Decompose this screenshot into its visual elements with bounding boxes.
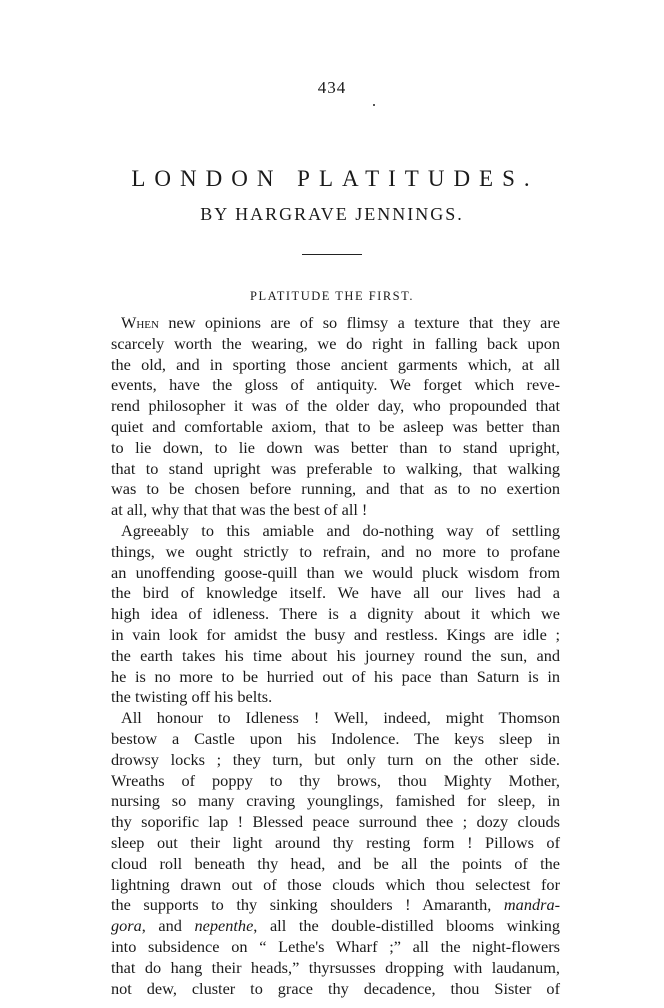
text-segment: into subsidence on “ Lethe's Wharf ;” all the night-flowers [111,936,560,956]
text-line [111,812,560,833]
text-segment: in vain look for amidst the busy and restless. Kings are idle ; [111,624,560,644]
text-line [111,937,560,958]
title-divider [302,254,362,255]
text-line [111,625,560,646]
text-segment: nepenthe [194,916,254,936]
text-segment: When [121,313,159,332]
text-segment: , all the double-distilled blooms winking [253,916,561,936]
text-line [111,667,560,688]
text-line [111,791,560,812]
text-segment: , and [141,916,195,936]
text-segment: gora [111,916,142,936]
text-segment: things, we ought strictly to refrain, and no more to profane [111,541,560,561]
text-segment: Wreaths of poppy to thy brows, thou Mighty Mother, [111,770,560,790]
text-segment: sleep out their light around thy resting form ! Pillows of [111,832,560,852]
page-number: 434 [317,78,347,97]
text-segment: rend philosopher it was of the older day, who propounded that [111,396,560,416]
text-line [111,396,560,417]
body-text [111,313,560,999]
text-line [111,500,560,521]
text-segment: cloud roll beneath thy head, and be all the points of the [111,853,560,873]
text-segment: not dew, cluster to grace thy decadence, thou Sister of [111,978,560,998]
text-line [111,375,560,396]
text-segment: he is no more to be hurried out of his pace than Saturn is in [111,666,560,686]
text-line [111,875,560,896]
text-line [111,459,560,480]
text-line [111,417,560,438]
text-line [111,687,560,708]
text-line [111,708,560,729]
text-line [111,895,560,916]
text-segment: the twisting off his belts. [111,687,273,707]
text-line [111,771,560,792]
text-line [111,313,560,334]
text-segment: new opinions are of so flimsy a texture that they are [158,313,560,332]
text-line [111,729,560,750]
text-line [111,958,560,979]
text-segment: All honour to Idleness ! Well, indeed, might Thomson [121,708,560,728]
text-line [111,521,560,542]
text-segment: drowsy locks ; they turn, but only turn on the other side. [111,749,560,769]
text-line [111,979,560,1000]
text-line [111,916,560,937]
text-line [111,542,560,563]
text-segment: lightning drawn out of those clouds which thou selectest for [111,874,560,894]
text-line [111,563,560,584]
text-segment: that to stand upright was preferable to walking, that walking [111,458,560,478]
text-line [111,833,560,854]
section-heading: PLATITUDE THE FIRST. [250,289,414,303]
text-line [111,355,560,376]
author-byline: BY HARGRAVE JENNINGS. [200,204,464,224]
text-segment: to lie down, to lie down was better than to stand upright, [111,437,560,457]
text-segment: an unoffending goose-quill than we would pluck wisdom from [111,562,560,582]
text-segment: thy soporific lap ! Blessed peace surround thee ; dozy clouds [111,812,560,832]
text-segment: scarcely worth the wearing, we do right in falling back upon [111,333,560,353]
text-segment: high idea of idleness. There is a dignity about it which we [111,604,560,624]
text-segment: was to be chosen before running, and that as to no exertion [111,479,560,499]
text-segment: mandra- [503,895,560,915]
printer-dot [373,104,375,106]
text-segment: that do hang their heads,” thyrsusses dropping with laudanum, [111,957,560,977]
text-line [111,334,560,355]
text-line [111,750,560,771]
text-segment: the earth takes his time about his journey round the sun, and [111,645,560,665]
text-line [111,438,560,459]
article-title: LONDON PLATITUDES. [131,166,539,191]
text-segment: Agreeably to this amiable and do-nothing way of settling [121,520,560,540]
text-segment: events, have the gloss of antiquity. We forget which reve- [111,375,560,395]
text-segment: bestow a Castle upon his Indolence. The keys sleep in [111,728,560,748]
text-line [111,854,560,875]
text-segment: the supports to thy sinking shoulders ! Amaranth, [111,895,504,915]
text-line [111,479,560,500]
text-line [111,646,560,667]
text-segment: the old, and in sporting those ancient garments which, at all [111,354,560,374]
text-segment: nursing so many craving younglings, famished for sleep, in [111,791,560,811]
text-segment: at all, why that that was the best of all ! [111,500,368,520]
text-segment: quiet and comfortable axiom, that to be asleep was better than [111,416,560,436]
text-line [111,604,560,625]
text-line [111,583,560,604]
text-segment: the bird of knowledge itself. We have all our lives had a [111,583,560,603]
